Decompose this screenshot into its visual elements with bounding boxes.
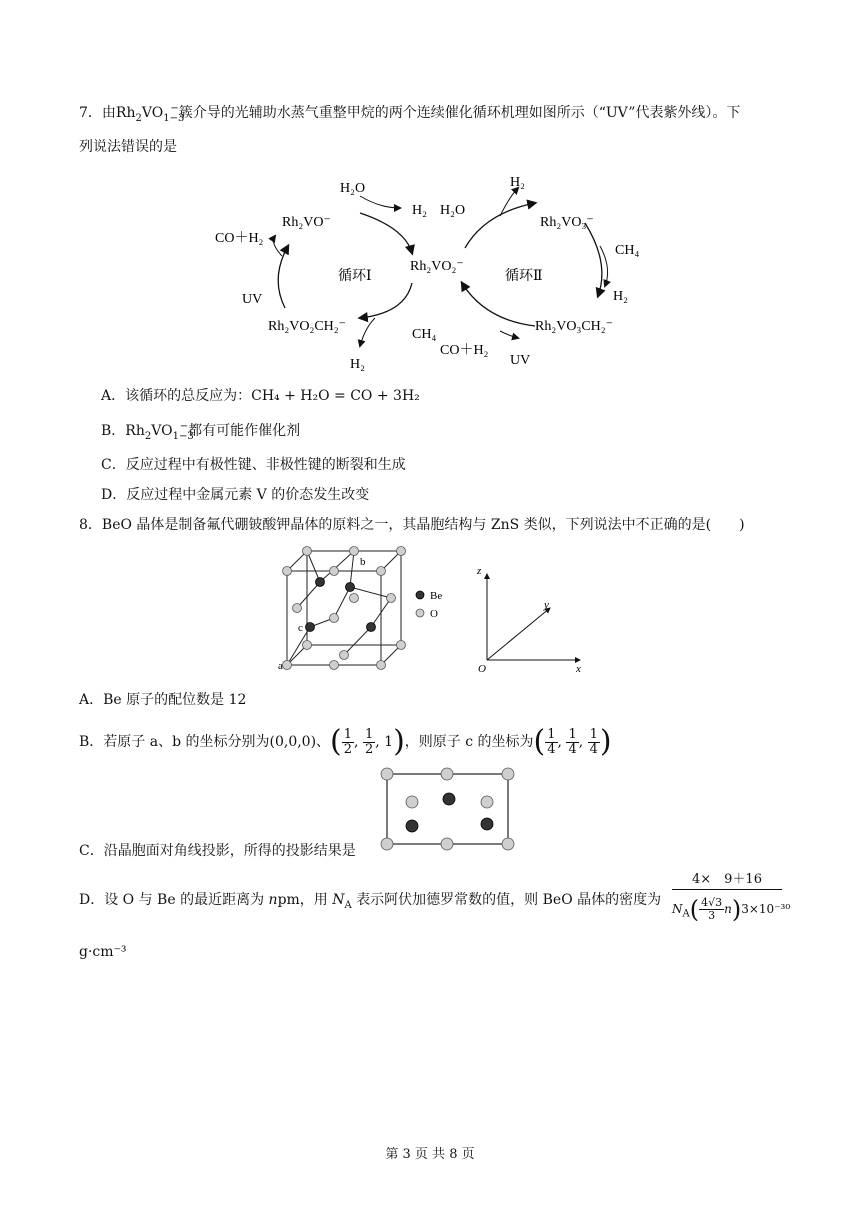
axis-origin-label: O bbox=[478, 663, 486, 675]
label-uv-left: UV bbox=[242, 292, 263, 307]
q7-option-b: B．$Rh_2VO_{1-3}^-$都有可能作催化剂 bbox=[101, 421, 301, 442]
q7-stem-line1: 7．由$Rh_2VO_{1-3}^-$簇介导的光辅助水蒸气重整甲烷的两个连续催化循环机理如图所示（“UV”代表紫外线）。下 bbox=[79, 103, 741, 124]
density-denominator: $N_A$( $\frac{4√3}{3}$ n)3×10⁻³⁰ bbox=[672, 895, 791, 924]
q8-stem: 8．BeO 晶体是制备氟代硼铍酸钾晶体的原料之一，其晶胞结构与 ZnS 类似，下列说法中不正确的是( ) bbox=[79, 517, 745, 533]
q8-unit-cell-diagram bbox=[270, 545, 460, 675]
page-footer: 第 3 页 共 8 页 bbox=[385, 1147, 475, 1162]
q7-formula: $Rh_2VO_{1-3}^-$ bbox=[115, 103, 185, 124]
q8-unit: g·cm⁻³ bbox=[79, 944, 127, 960]
label-ch4-bottom: CH₄ bbox=[412, 327, 437, 342]
label-h2o-a: H₂O bbox=[340, 181, 366, 196]
label-ch4-right: CH₄ bbox=[615, 243, 640, 258]
label-uv-bottom: UV bbox=[510, 353, 531, 368]
label-h2o-b: H₂O bbox=[440, 203, 466, 218]
frac-b-x: $\frac{1}{2}$ bbox=[343, 726, 353, 757]
q8-option-a: A．Be 原子的配位数是 12 bbox=[79, 692, 247, 708]
q7-option-c: C．反应过程中有极性键、非极性键的断裂和生成 bbox=[101, 457, 406, 473]
label-h2-a: H₂ bbox=[412, 203, 427, 218]
label-rh2vo3: Rh₂VO₃⁻ bbox=[540, 215, 594, 230]
axis-x-label: x bbox=[576, 663, 581, 675]
q8-option-d: D．设 O 与 Be 的最近距离为 npm，用 $N_A$ 表示阿伏加德罗常数的值，则 BeO 晶体的密度为 bbox=[79, 892, 662, 911]
label-rh2vo2: Rh₂VO₂⁻ bbox=[410, 259, 464, 274]
q7-mechanism-diagram bbox=[200, 168, 680, 378]
frac-b-y: $\frac{1}{2}$ bbox=[364, 726, 374, 757]
q8-coordinate-axes bbox=[472, 560, 592, 675]
density-numerator: 4× 9＋16 bbox=[672, 868, 782, 890]
legend-o: O bbox=[430, 608, 438, 620]
q8-density-fraction bbox=[672, 868, 791, 926]
q8-option-b: B．若原子 a、b 的坐标分别为(0,0,0)、( $\frac{1}{2}$ , $\frac{1}{2}$ , 1)，则原子 c 的坐标为( $\frac{1}{4}$ , $\frac{1}{4}$ , $\frac{1}{4}$ ) bbox=[79, 724, 612, 759]
atom-label-c: c bbox=[298, 622, 303, 634]
frac-c-x: $\frac{1}{4}$ bbox=[547, 726, 556, 757]
atom-label-b: b bbox=[360, 556, 366, 568]
atom-label-a: a bbox=[278, 660, 283, 672]
label-cycle1: 循环Ⅰ bbox=[338, 269, 372, 284]
q7-option-d: D．反应过程中金属元素 V 的价态发生改变 bbox=[101, 487, 370, 503]
frac-c-y: $\frac{1}{4}$ bbox=[568, 726, 577, 757]
label-rh2vo3ch2: Rh₂VO₃CH₂⁻ bbox=[535, 319, 614, 334]
label-rh2vo: Rh₂VO⁻ bbox=[282, 215, 331, 230]
q8-option-c: C．沿晶胞面对角线投影，所得的投影结果是 bbox=[79, 843, 356, 859]
frac-c-z: $\frac{1}{4}$ bbox=[589, 726, 598, 757]
q8-projection-diagram bbox=[378, 764, 518, 854]
axis-y-label: y bbox=[544, 599, 549, 611]
q7-stem-line2: 列说法错误的是 bbox=[79, 139, 177, 155]
label-co-h2-left: CO＋H₂ bbox=[215, 231, 264, 246]
axis-z-label: z bbox=[477, 565, 482, 577]
label-h2-bottom: H₂ bbox=[350, 357, 365, 372]
q7-option-b-formula: $Rh_2VO_{1-3}^-$ bbox=[125, 421, 194, 442]
label-h2-right: H₂ bbox=[613, 289, 628, 304]
legend-be: Be bbox=[430, 590, 443, 602]
label-rh2vo2ch2: Rh₂VO₂CH₂⁻ bbox=[268, 319, 347, 334]
q7-option-a: A．该循环的总反应为：CH₄ + H₂O = CO + 3H₂ bbox=[101, 388, 420, 404]
label-co-h2-bottom: CO＋H₂ bbox=[440, 343, 489, 358]
q7-option-a-equation: CH₄ + H₂O = CO + 3H₂ bbox=[251, 388, 420, 404]
label-h2-top: H₂ bbox=[510, 175, 525, 190]
label-cycle2: 循环Ⅱ bbox=[505, 269, 543, 284]
